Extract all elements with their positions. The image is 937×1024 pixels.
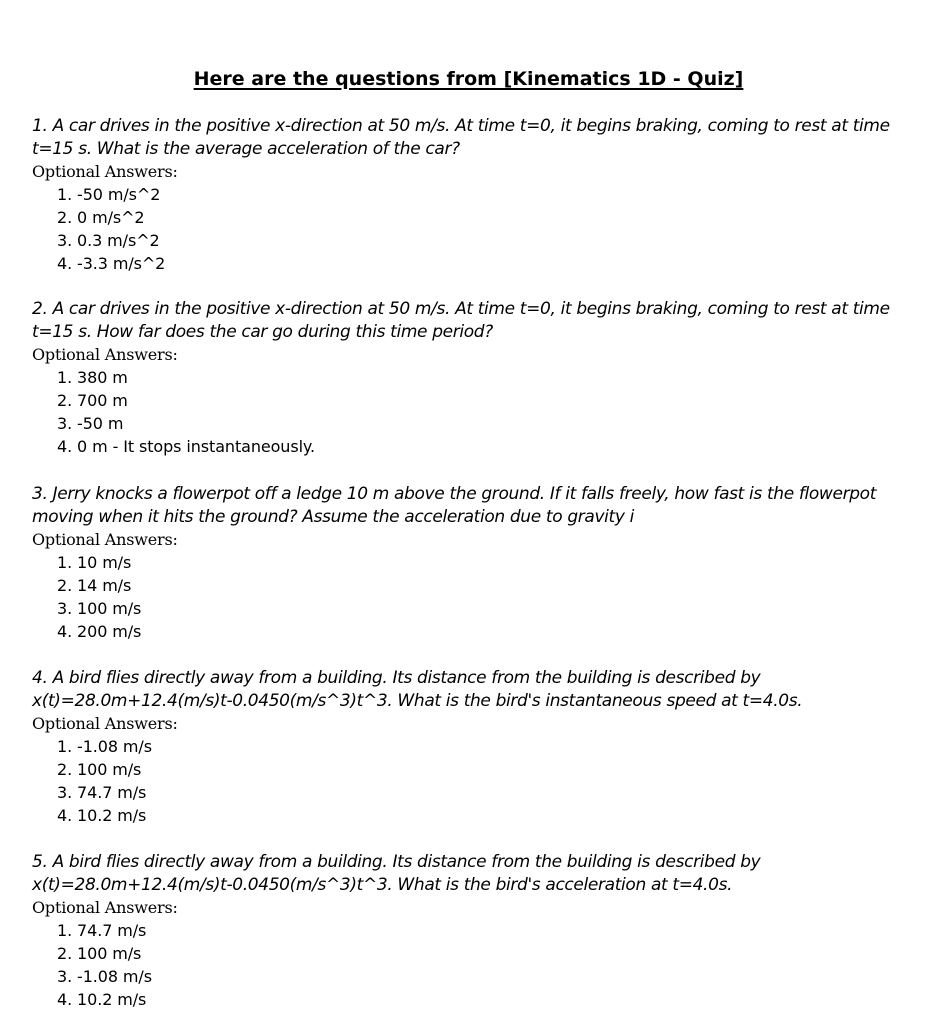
- answer-option: 3. 100 m/s: [57, 599, 142, 618]
- question-4: [32, 667, 912, 827]
- answer-option: 2. 100 m/s: [57, 760, 142, 779]
- optional-answers-label: Optional Answers:: [32, 530, 178, 549]
- answer-list: [32, 551, 912, 643]
- answer-option: 3. -1.08 m/s: [57, 967, 152, 986]
- question-text: 5. A bird flies directly away from a building. Its distance from the building is described by x(t)=28.0m+12.4(m/s)t-0.0450(m/s^3)t^3. What is the bird's acceleration at t=4.0s.: [32, 852, 761, 895]
- answer-option: 3. 74.7 m/s: [57, 783, 147, 802]
- answer-option: 1. 10 m/s: [57, 553, 132, 572]
- answer-option: 3. 0.3 m/s^2: [57, 231, 160, 250]
- question-text: 3. Jerry knocks a flowerpot off a ledge 10 m above the ground. If it falls freely, how fast is the flowerpot moving when it hits the ground? Assume the acceleration due to gravity i: [32, 484, 877, 527]
- answer-option: 1. -50 m/s^2: [57, 185, 161, 204]
- question-3: [32, 483, 912, 643]
- question-5: [32, 851, 912, 1011]
- answer-option: 2. 700 m: [57, 391, 128, 410]
- question-2: [32, 298, 912, 458]
- question-text: 1. A car drives in the positive x-direction at 50 m/s. At time t=0, it begins braking, coming to rest at time t=15 s. What is the average acceleration of the car?: [32, 116, 890, 159]
- answer-option: 4. 10.2 m/s: [57, 806, 147, 825]
- answer-option: 1. -1.08 m/s: [57, 737, 152, 756]
- answer-option: 1. 74.7 m/s: [57, 921, 147, 940]
- answer-list: [32, 919, 912, 1011]
- answer-option: 2. 0 m/s^2: [57, 208, 145, 227]
- question-text: 2. A car drives in the positive x-direction at 50 m/s. At time t=0, it begins braking, coming to rest at time t=15 s. How far does the car go during this time period?: [32, 299, 890, 342]
- answer-option: 3. -50 m: [57, 414, 124, 433]
- page-title: Here are the questions from [Kinematics 1D - Quiz]: [193, 68, 744, 90]
- answer-option: 2. 100 m/s: [57, 944, 142, 963]
- answer-option: 4. 0 m - It stops instantaneously.: [57, 437, 315, 456]
- optional-answers-label: Optional Answers:: [32, 162, 178, 181]
- optional-answers-label: Optional Answers:: [32, 345, 178, 364]
- answer-list: [32, 183, 912, 275]
- answer-option: 4. -3.3 m/s^2: [57, 254, 166, 273]
- answer-option: 2. 14 m/s: [57, 576, 132, 595]
- optional-answers-label: Optional Answers:: [32, 898, 178, 917]
- question-1: [32, 115, 912, 275]
- optional-answers-label: Optional Answers:: [32, 714, 178, 733]
- answer-option: 1. 380 m: [57, 368, 128, 387]
- answer-option: 4. 10.2 m/s: [57, 990, 147, 1009]
- answer-list: [32, 366, 912, 458]
- answer-list: [32, 735, 912, 827]
- answer-option: 4. 200 m/s: [57, 622, 142, 641]
- question-text: 4. A bird flies directly away from a building. Its distance from the building is described by x(t)=28.0m+12.4(m/s)t-0.0450(m/s^3)t^3. What is the bird's instantaneous speed at t=4.0s.: [32, 668, 803, 711]
